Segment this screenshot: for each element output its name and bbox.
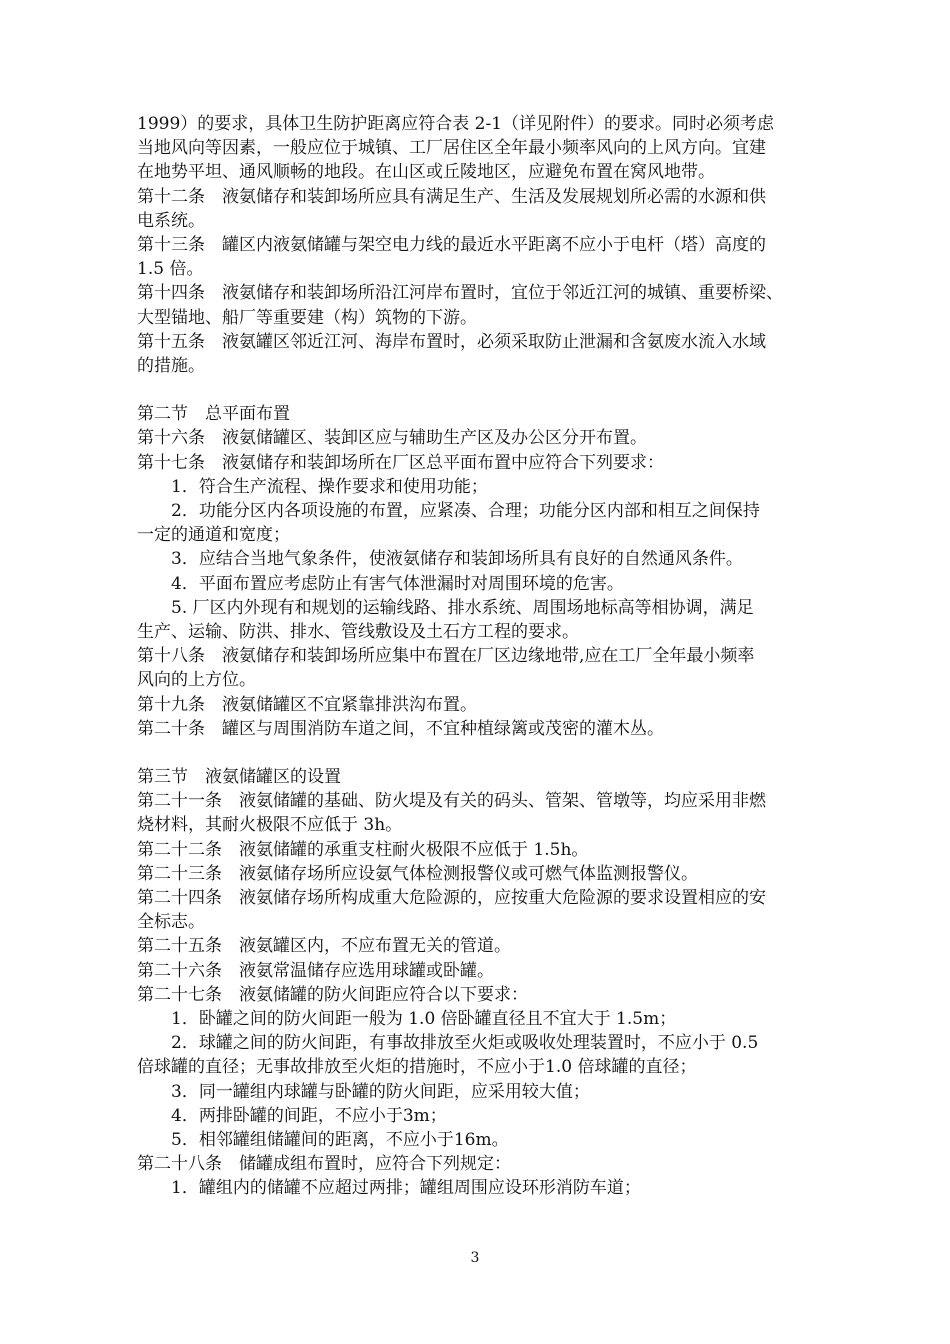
blank-line	[137, 741, 837, 765]
text-line: 2．功能分区内各项设施的布置，应紧凑、合理；功能分区内部和相互之间保持	[171, 501, 760, 521]
text-line: 第二十五条 液氨罐区内，不应布置无关的管道。	[137, 936, 511, 957]
text-line: 第十五条 液氨罐区邻近江河、海岸布置时，必须采取防止泄漏和含氨废水流入水域	[137, 331, 766, 352]
page-number: 3	[470, 1250, 480, 1266]
text-line: 第三节 液氨储罐区的设置	[137, 767, 341, 788]
text-line: 第二十二条 液氨储罐的承重支柱耐火极限不应低于 1.5h。	[137, 839, 589, 860]
text-line: 电系统。	[137, 210, 205, 231]
text-line: 1．罐组内的储罐不应超过两排；罐组周围应设环形消防车道；	[171, 1178, 641, 1199]
text-line: 1.5 倍。	[137, 259, 204, 280]
text-line: 第十九条 液氨储罐区不宜紧靠排洪沟布置。	[137, 694, 477, 715]
blank-line	[137, 378, 837, 402]
text-line: 第十四条 液氨储存和装卸场所沿江河岸布置时，宜位于邻近江河的城镇、重要桥梁、	[137, 283, 783, 304]
text-line: 第十八条 液氨储存和装卸场所应集中布置在厂区边缘地带,应在工厂全年最小频率	[137, 646, 755, 667]
text-line: 第二节 总平面布置	[137, 404, 290, 425]
text-line: 1999）的要求，具体卫生防护距离应符合表 2-1（详见附件）的要求。同时必须考虑	[137, 114, 775, 134]
text-line: 倍球罐的直径；无事故排放至火炬的措施时，不应小于1.0 倍球罐的直径；	[137, 1057, 697, 1078]
text-line: 4．平面布置应考虑防止有害气体泄漏时对周围环境的危害。	[171, 573, 624, 594]
text-line: 第十二条 液氨储存和装卸场所应具有满足生产、生活及发展规划所必需的水源和供	[137, 186, 766, 207]
text-line: 4．两排卧罐的间距，不应小于3m；	[171, 1105, 447, 1126]
text-line: 2．球罐之间的防火间距，有事故排放至火炬或吸收处理装置时，不应小于 0.5	[171, 1033, 759, 1054]
text-line: 当地风向等因素，一般应位于城镇、工厂居住区全年最小频率风向的上风方向。宜建	[137, 138, 766, 159]
text-line: 第二十条 罐区与周围消防车道之间，不宜种植绿篱或茂密的灌木丛。	[137, 718, 664, 739]
text-line: 第十三条 罐区内液氨储罐与架空电力线的最近水平距离不应小于电杆（塔）高度的	[137, 234, 766, 255]
text-line: 第二十四条 液氨储存场所构成重大危险源的，应按重大危险源的要求设置相应的安	[137, 888, 766, 908]
text-line: 烧材料，其耐火极限不应低于 3h。	[137, 815, 403, 836]
text-line: 5. 厂区内外现有和规划的运输线路、排水系统、周围场地标高等相协调，满足	[171, 597, 754, 618]
text-line: 第十七条 液氨储存和装卸场所在厂区总平面布置中应符合下列要求：	[137, 452, 664, 473]
text-line: 第二十七条 液氨储罐的防火间距应符合以下要求：	[137, 984, 528, 1005]
text-line: 1．卧罐之间的防火间距一般为 1.0 倍卧罐直径且不宜大于 1.5m；	[171, 1008, 677, 1029]
text-line: 风向的上方位。	[137, 670, 256, 691]
text-line: 第二十八条 储罐成组布置时，应符合下列规定：	[137, 1154, 511, 1175]
text-line: 在地势平坦、通风顺畅的地段。在山区或丘陵地区，应避免布置在窝风地带。	[137, 162, 715, 183]
text-line: 全标志。	[137, 912, 205, 933]
text-line: 3．同一罐组内球罐与卧罐的防火间距，应采用较大值；	[171, 1081, 590, 1102]
text-line: 5．相邻罐组储罐间的距离，不应小于16m。	[171, 1129, 509, 1150]
text-line: 的措施。	[137, 355, 205, 376]
text-line: 第二十一条 液氨储罐的基础、防火堤及有关的码头、管架、管墩等，均应采用非燃	[137, 791, 766, 812]
document-body	[137, 112, 837, 1200]
text-line: 大型锚地、船厂等重要建（构）筑物的下游。	[137, 307, 477, 328]
text-line: 1．符合生产流程、操作要求和使用功能；	[171, 476, 488, 497]
text-line: 第十六条 液氨储罐区、装卸区应与辅助生产区及办公区分开布置。	[137, 428, 647, 449]
text-line: 第二十六条 液氨常温储存应选用球罐或卧罐。	[137, 960, 494, 981]
text-line: 一定的通道和宽度；	[137, 525, 290, 546]
text-line: 第二十三条 液氨储存场所应设氨气体检测报警仪或可燃气体监测报警仪。	[137, 863, 698, 884]
text-line: 生产、运输、防洪、排水、管线敷设及土石方工程的要求。	[137, 621, 579, 642]
text-line: 3．应结合当地气象条件，使液氨储存和装卸场所具有良好的自然通风条件。	[171, 549, 743, 570]
